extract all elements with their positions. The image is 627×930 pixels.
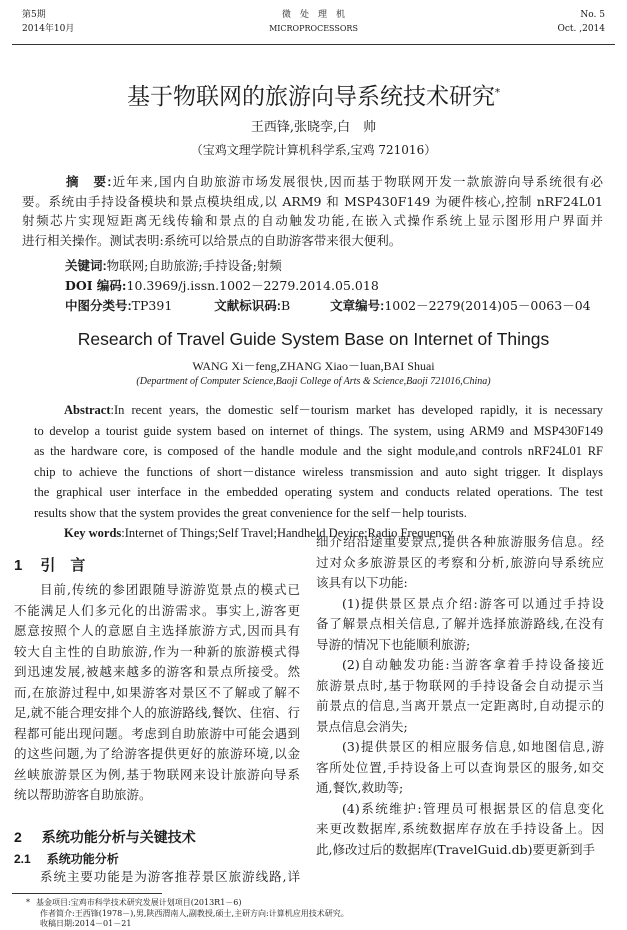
abstract-en-line: as the hardware core, is composed of the handle module and the sight module,and controls nRF24L01 RF: [34, 444, 603, 458]
abstract-cn-line: 进行相关操作。测试表明:系统可以给景点的自助游客带来很大便利。: [22, 232, 402, 248]
issue-number: 第5期: [22, 10, 46, 20]
keywords-en-label: Key words: [64, 526, 122, 540]
section-2-1-heading: [14, 850, 119, 867]
clc-value: TP391: [131, 298, 173, 313]
authors-en: WANG Xi－feng,ZHANG Xiao－luan,BAI Shuai: [192, 359, 435, 373]
body-line: 的这些问题,为了给游客提供更好的旅游环境,以金: [14, 746, 300, 761]
title-text: 基于物联网的旅游向导系统技术研究: [127, 84, 495, 110]
keywords-en-text: :Internet of Things;Self Travel;Handheld Device;Radio Frequency: [121, 526, 454, 540]
section-2-1-body-line: 系统主要功能是为游客推荐景区旅游线路,详: [40, 869, 300, 884]
body-line: (4)系统维护:管理员可根据景区的信息变化: [342, 800, 604, 816]
body-line: 丝峡旅游景区为例,基于物联网来设计旅游向导系: [14, 766, 300, 782]
journal-name: [0, 8, 627, 36]
section-2-heading: [14, 827, 196, 847]
body-line: 愿意按照个人的意愿自主选择旅游方式,因而具有: [14, 623, 300, 638]
body-line: 旅游景点时,基于物联网的手持设备会自动提示当: [316, 677, 604, 693]
keywords-cn-label: 关键词:: [65, 259, 107, 273]
body-line: 通,餐饮,救助等;: [316, 780, 404, 795]
section-title: 系统功能分析与关键技术: [41, 829, 196, 845]
abstract-en-label: Abstract: [64, 403, 111, 417]
body-line: 景点信息会消失;: [316, 718, 408, 734]
issue-number-en: No. 5: [580, 10, 605, 20]
article-no-label: 文章编号:: [330, 299, 385, 313]
body-line: 导游的情况下也能顺利旅游;: [316, 636, 471, 652]
abstract-en-line: results show that the system provides the great convenience for the self－help tourists.: [34, 505, 467, 520]
keywords-cn-text: 物联网;自助旅游;手持设备;射频: [106, 258, 282, 273]
body-line: (3)提供景区的相应服务信息,如地图信息,游: [342, 739, 604, 754]
doi-label: DOI 编码:: [65, 278, 127, 293]
body-line: 此,修改过后的数据库(TravelGuid.db)要更新到手: [316, 841, 595, 857]
issue-info-en: [557, 8, 605, 36]
abstract-cn: [22, 172, 603, 250]
body-line: 到迅速发展,被越来越多的游客和景点所接受。然: [14, 664, 300, 679]
affiliation-en: (Department of Computer Science,Baoji College of Arts & Science,Baoji 721016,China): [136, 376, 491, 387]
footnote-line: 收稿日期:2014－01－21: [40, 919, 132, 928]
paper-title-en: Research of Travel Guide System Base on Internet of Things: [77, 329, 550, 349]
abstract-en-line: the graphical user interface in the embedded operating system and conducts related operations. The test: [34, 485, 603, 499]
body-line: 前景点的信息,当离开景点一定距离时,自动提示的: [316, 698, 604, 713]
section-number: 1: [14, 557, 23, 574]
body-line: (2)自动触发功能:当游客拿着手持设备接近: [342, 657, 604, 672]
issue-date-en: Oct. ,2014: [557, 24, 605, 34]
body-line: 过对众多旅游景区的考察和分析,旅游向导系统应: [316, 554, 604, 570]
doc-code-label: 文献标识码:: [214, 299, 281, 313]
section-title: 引 言: [40, 557, 86, 574]
keywords-cn: [65, 256, 591, 316]
header-rule: [12, 44, 615, 45]
right-column-body: [316, 532, 604, 860]
affiliation-cn: （宝鸡文理学院计算机科学系,宝鸡 721016）: [190, 143, 437, 157]
body-line: 该具有以下功能:: [316, 575, 408, 590]
section-1-body: [14, 580, 300, 806]
abstract-en-line: to develop a tourist guide system based on internet of things. The system, using ARM9 and MSP430F149: [34, 423, 603, 438]
footnote-mark: *: [26, 898, 30, 907]
footnote-line: 作者简介:王西锋(1978－),男,陕西渭南人,副教授,硕士,主研方向:计算机应用技术研究。: [40, 908, 349, 918]
abstract-cn-line: 近年来,国内自助旅游市场发展很快,因而基于物联网开发一款旅游向导系统很有必: [111, 174, 603, 189]
journal-name-cn: 微 处 理 机: [281, 10, 345, 20]
abstract-en-line: chip to achieve the functions of short－distance wireless transmission and auto sight trigger. It displays: [34, 464, 603, 479]
doi-value: 10.3969/j.issn.1002－2279.2014.05.018: [126, 278, 379, 293]
article-no-value: 1002－2279(2014)05－0063－04: [384, 298, 591, 313]
body-line: 而,在旅游过程中,如果游客对景区不了解或了解不: [14, 684, 300, 700]
issue-date: 2014年10月: [22, 24, 75, 34]
abstract-en: [34, 400, 603, 544]
section-number: 2: [14, 829, 22, 845]
footnote-line: 基金项目:宝鸡市科学技术研究发展计划项目(2013R1－6): [36, 898, 242, 907]
body-line: 客所处位置,手持设备上可以查询景区的服务,如交: [316, 759, 604, 775]
body-line: 较大自主性的自助旅游,作为一种新的旅游模式得: [14, 643, 300, 659]
body-line: 不能满足人们多元化的出游需求。事实上,游客更: [14, 602, 300, 618]
body-line: 目前,传统的参团跟随导游游览景点的模式已: [40, 582, 300, 597]
abstract-cn-label: 摘 要:: [66, 175, 112, 189]
section-title: 系统功能分析: [46, 852, 119, 866]
body-line: (1)提供景区景点介绍:游客可以通过手持设: [342, 595, 604, 611]
abstract-cn-line: 要。系统由手持设备模块和景点模块组成,以 ARM9 和 MSP430F149 为硬件核心,控制 nRF24L01: [22, 193, 603, 209]
footnote: [26, 898, 349, 930]
title-footnote-mark: *: [495, 87, 500, 99]
body-line: 程都可能出现问题。考虑到自助旅游中可能会遇到: [14, 725, 300, 741]
body-line: 来更改数据库,系统数据库存放在手持设备上。因: [316, 821, 604, 836]
doc-code-value: B: [280, 298, 291, 313]
body-line: 细介绍沿途重要景点,提供各种旅游服务信息。经: [316, 534, 604, 549]
section-number: 2.1: [14, 852, 31, 866]
body-line: 足,就不能合理安排个人的旅游路线,餐饮、住宿、行: [14, 705, 300, 720]
section-1-heading: [14, 554, 85, 575]
abstract-en-line: :In recent years, the domestic self－tourism market has developed rapidly, it is necessary: [110, 403, 603, 417]
journal-name-en: MICROPROCESSORS: [269, 24, 358, 33]
body-line: 备了解景点相关信息,了解并选择旅游路线,在没有: [316, 616, 604, 631]
authors-cn: 王西锋,张晓孪,白 帅: [250, 120, 377, 135]
clc-label: 中图分类号:: [65, 299, 132, 313]
paper-title-cn: [0, 78, 627, 111]
body-line: 统以帮助游客自助旅游。: [14, 787, 152, 802]
footnote-rule: [12, 893, 162, 894]
abstract-cn-line: 射频芯片实现短距离无线传输和景点的自动触发功能,在嵌入式操作系统上显示图形用户界面并: [22, 213, 603, 228]
